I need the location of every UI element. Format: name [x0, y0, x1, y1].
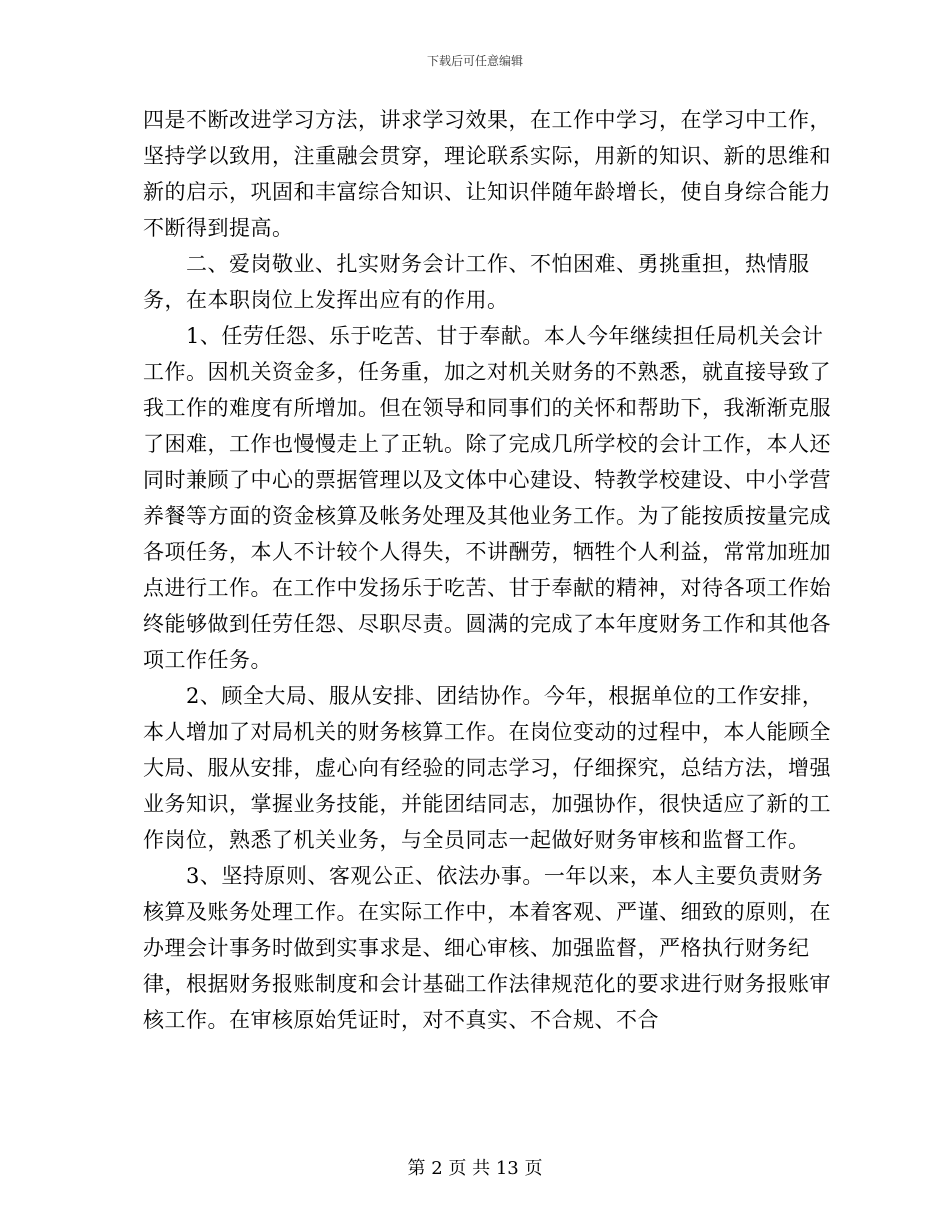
paragraph-item-three: 3、坚持原则、客观公正、依法办事。一年以来，本人主要负责财务核算及账务处理工作。在实际工作中，本着客观、严谨、细致的原则，在办理会计事务时做到实事求是、细心审核、加强监督，严格执行财务纪律，根据财务报账制度和会计基础工作法律规范化的要求进行财务报账审核工作。在审核原始凭证时，对不真实、不合规、不合: [143, 864, 831, 1032]
paragraph-study-methods: 四是不断改进学习方法，讲求学习效果，在工作中学习，在学习中工作，坚持学以致用，注重融会贯穿，理论联系实际，用新的知识、新的思维和新的启示，巩固和丰富综合知识、让知识伴随年龄增长，使自身综合能力不断得到提高。: [143, 108, 831, 240]
paragraph-item-two: 2、顾全大局、服从安排、团结协作。今年，根据单位的工作安排，本人增加了对局机关的财务核算工作。在岗位变动的过程中，本人能顾全大局、服从安排，虚心向有经验的同志学习，仔细探究，总结方法，增强业务知识，掌握业务技能，并能团结同志，加强协作，很快适应了新的工作岗位，熟悉了机关业务，与全员同志一起做好财务审核和监督工作。: [143, 684, 831, 852]
paragraph-item-one: 1、任劳任怨、乐于吃苦、甘于奉献。本人今年继续担任局机关会计工作。因机关资金多，任务重，加之对机关财务的不熟悉，就直接导致了我工作的难度有所增加。但在领导和同事们的关怀和帮助下，我渐渐克服了困难，工作也慢慢走上了正轨。除了完成几所学校的会计工作，本人还同时兼顾了中心的票据管理以及文体中心建设、特教学校建设、中小学营养餐等方面的资金核算及帐务处理及其他业务工作。为了能按质按量完成各项任务，本人不计较个人得失，不讲酬劳，牺牲个人利益，常常加班加点进行工作。在工作中发扬乐于吃苦、甘于奉献的精神，对待各项工作始终能够做到任劳任怨、尽职尽责。圆满的完成了本年度财务工作和其他各项工作任务。: [143, 324, 831, 672]
page-number: 第 2 页 共 13 页: [407, 1158, 543, 1179]
paragraph-section-two-heading: 二、爱岗敬业、扎实财务会计工作、不怕困难、勇挑重担，热情服务，在本职岗位上发挥出应有的作用。: [143, 252, 810, 312]
document-body: [143, 102, 833, 1038]
page-header: 下载后可任意编辑: [426, 54, 523, 68]
